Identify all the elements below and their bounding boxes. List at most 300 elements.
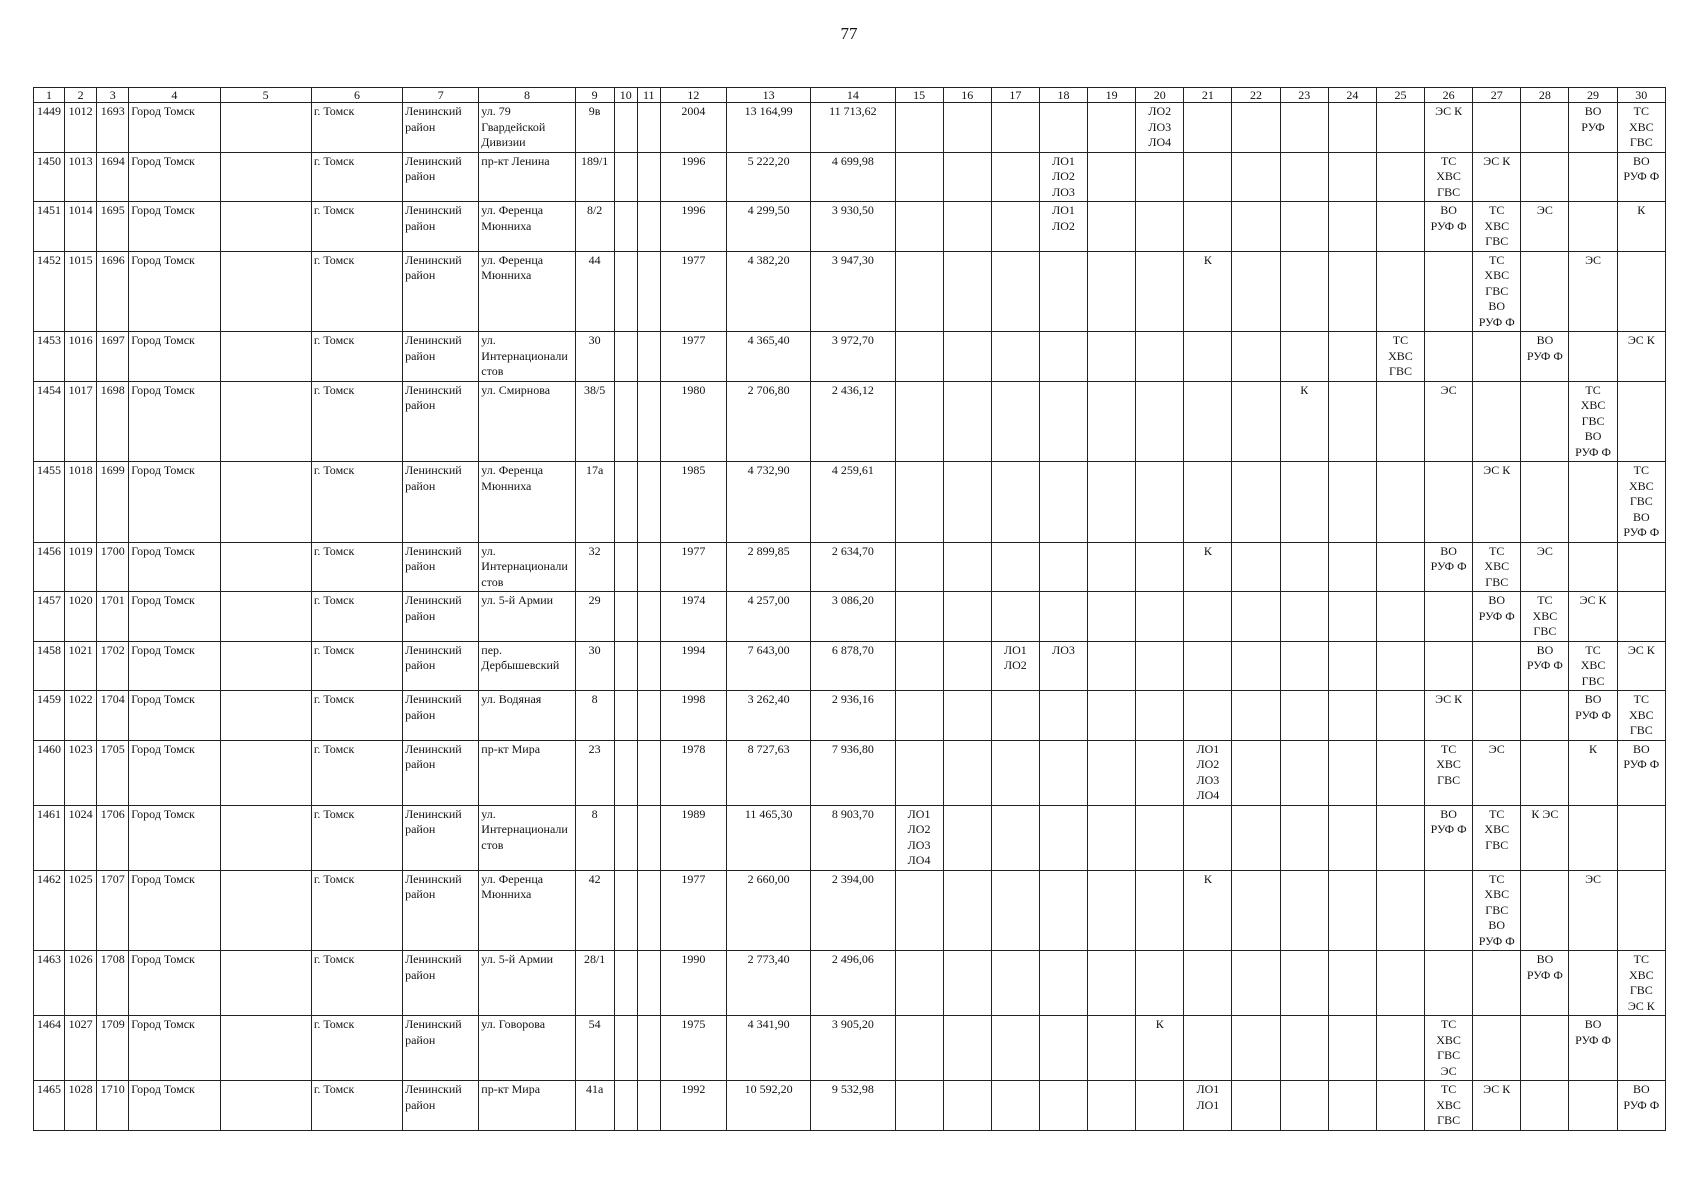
cell-col-11 xyxy=(637,1081,660,1131)
column-header-6: 6 xyxy=(311,88,402,103)
cell-house: 17а xyxy=(575,462,614,543)
cell-work-col-23 xyxy=(1280,805,1328,870)
cell-work-col-23 xyxy=(1280,1016,1328,1081)
cell-work-col-16 xyxy=(943,805,991,870)
cell-street: пр-кт Мира xyxy=(479,740,575,805)
cell-district: Ленинский район xyxy=(403,462,479,543)
cell-work-col-30: ТС ХВС ГВС ЭС К xyxy=(1617,951,1665,1016)
cell-work-col-18 xyxy=(1039,332,1087,382)
cell-work-col-25 xyxy=(1376,641,1424,691)
cell-work-col-16 xyxy=(943,951,991,1016)
cell-work-col-27 xyxy=(1473,691,1521,741)
cell-year: 1977 xyxy=(660,542,726,592)
cell-district: Ленинский район xyxy=(403,951,479,1016)
cell-work-col-25 xyxy=(1376,740,1424,805)
cell-work-col-19 xyxy=(1088,332,1136,382)
cell-n: 1455 xyxy=(34,462,65,543)
cell-area-living: 8 903,70 xyxy=(811,805,895,870)
cell-work-col-24 xyxy=(1328,740,1376,805)
cell-work-col-17 xyxy=(991,1016,1039,1081)
cell-work-col-16 xyxy=(943,592,991,642)
cell-work-col-28: К ЭС xyxy=(1521,805,1569,870)
table-row xyxy=(34,103,1666,153)
cell-n2: 1023 xyxy=(65,740,97,805)
cell-district: Ленинский район xyxy=(403,805,479,870)
cell-work-col-16 xyxy=(943,381,991,462)
cell-area-total: 2 706,80 xyxy=(727,381,811,462)
cell-work-col-27: ВО РУФ Ф xyxy=(1473,592,1521,642)
cell-work-col-19 xyxy=(1088,103,1136,153)
cell-col-10 xyxy=(614,542,637,592)
cell-n2: 1028 xyxy=(65,1081,97,1131)
cell-work-col-25 xyxy=(1376,691,1424,741)
cell-n2: 1014 xyxy=(65,202,97,252)
cell-municipality: Город Томск xyxy=(129,1016,220,1081)
cell-municipality: Город Томск xyxy=(129,592,220,642)
cell-work-col-17 xyxy=(991,1081,1039,1131)
cell-col-11 xyxy=(637,202,660,252)
cell-work-col-28: ЭС xyxy=(1521,542,1569,592)
cell-street: ул. Ференца Мюнниха xyxy=(479,462,575,543)
cell-work-col-28 xyxy=(1521,462,1569,543)
cell-n: 1458 xyxy=(34,641,65,691)
cell-work-col-27: ТС ХВС ГВС ВО РУФ Ф xyxy=(1473,251,1521,332)
cell-work-col-30: К xyxy=(1617,202,1665,252)
cell-col-10 xyxy=(614,1016,637,1081)
cell-work-col-24 xyxy=(1328,641,1376,691)
cell-col-11 xyxy=(637,951,660,1016)
cell-work-col-26 xyxy=(1425,641,1473,691)
cell-col-5 xyxy=(220,251,311,332)
cell-work-col-27 xyxy=(1473,641,1521,691)
column-header-9: 9 xyxy=(575,88,614,103)
cell-municipality: Город Томск xyxy=(129,251,220,332)
cell-area-total: 2 773,40 xyxy=(727,951,811,1016)
cell-n2: 1019 xyxy=(65,542,97,592)
cell-work-col-23 xyxy=(1280,332,1328,382)
cell-work-col-20 xyxy=(1136,332,1184,382)
cell-col-11 xyxy=(637,332,660,382)
cell-street: пр-кт Мира xyxy=(479,1081,575,1131)
cell-municipality: Город Томск xyxy=(129,740,220,805)
cell-work-col-30: ТС ХВС ГВС xyxy=(1617,103,1665,153)
cell-house: 29 xyxy=(575,592,614,642)
cell-work-col-23 xyxy=(1280,691,1328,741)
cell-work-col-29 xyxy=(1569,951,1617,1016)
cell-area-living: 2 634,70 xyxy=(811,542,895,592)
table-row xyxy=(34,870,1666,951)
table-row xyxy=(34,381,1666,462)
cell-work-col-28 xyxy=(1521,740,1569,805)
cell-house: 54 xyxy=(575,1016,614,1081)
cell-work-col-19 xyxy=(1088,805,1136,870)
cell-area-living: 2 496,06 xyxy=(811,951,895,1016)
cell-work-col-16 xyxy=(943,251,991,332)
cell-work-col-15: ЛО1 ЛО2 ЛО3 ЛО4 xyxy=(895,805,943,870)
cell-work-col-23 xyxy=(1280,740,1328,805)
cell-n2: 1018 xyxy=(65,462,97,543)
cell-n: 1457 xyxy=(34,592,65,642)
cell-work-col-23 xyxy=(1280,202,1328,252)
cell-n3: 1701 xyxy=(97,592,129,642)
cell-year: 1978 xyxy=(660,740,726,805)
cell-street: ул. 5-й Армии xyxy=(479,592,575,642)
cell-work-col-15 xyxy=(895,641,943,691)
cell-work-col-19 xyxy=(1088,202,1136,252)
cell-col-11 xyxy=(637,462,660,543)
cell-work-col-28: ВО РУФ Ф xyxy=(1521,332,1569,382)
cell-work-col-15 xyxy=(895,592,943,642)
cell-col-10 xyxy=(614,691,637,741)
column-header-3: 3 xyxy=(97,88,129,103)
cell-street: ул. Ференца Мюнниха xyxy=(479,251,575,332)
cell-work-col-16 xyxy=(943,332,991,382)
cell-work-col-22 xyxy=(1232,103,1280,153)
cell-work-col-17 xyxy=(991,251,1039,332)
cell-work-col-26: ТС ХВС ГВС ЭС xyxy=(1425,1016,1473,1081)
cell-work-col-20 xyxy=(1136,462,1184,543)
cell-work-col-22 xyxy=(1232,641,1280,691)
cell-district: Ленинский район xyxy=(403,542,479,592)
cell-street: ул. 79 Гвардейской Дивизии xyxy=(479,103,575,153)
cell-n: 1463 xyxy=(34,951,65,1016)
cell-col-10 xyxy=(614,740,637,805)
cell-work-col-29: ЭС xyxy=(1569,870,1617,951)
cell-area-total: 8 727,63 xyxy=(727,740,811,805)
cell-work-col-20 xyxy=(1136,251,1184,332)
cell-col-5 xyxy=(220,740,311,805)
cell-work-col-16 xyxy=(943,103,991,153)
cell-work-col-18 xyxy=(1039,462,1087,543)
cell-work-col-26: ЭС К xyxy=(1425,103,1473,153)
cell-house: 44 xyxy=(575,251,614,332)
cell-work-col-22 xyxy=(1232,381,1280,462)
column-header-19: 19 xyxy=(1088,88,1136,103)
cell-work-col-16 xyxy=(943,1016,991,1081)
cell-work-col-22 xyxy=(1232,462,1280,543)
cell-col-11 xyxy=(637,805,660,870)
cell-work-col-19 xyxy=(1088,870,1136,951)
cell-n2: 1025 xyxy=(65,870,97,951)
cell-n: 1460 xyxy=(34,740,65,805)
cell-work-col-16 xyxy=(943,641,991,691)
cell-work-col-19 xyxy=(1088,691,1136,741)
cell-year: 2004 xyxy=(660,103,726,153)
column-header-25: 25 xyxy=(1376,88,1424,103)
cell-work-col-23 xyxy=(1280,951,1328,1016)
cell-n: 1453 xyxy=(34,332,65,382)
cell-work-col-25 xyxy=(1376,951,1424,1016)
cell-municipality: Город Томск xyxy=(129,332,220,382)
cell-n3: 1698 xyxy=(97,381,129,462)
cell-n3: 1702 xyxy=(97,641,129,691)
cell-work-col-24 xyxy=(1328,381,1376,462)
cell-municipality: Город Томск xyxy=(129,691,220,741)
cell-work-col-22 xyxy=(1232,1016,1280,1081)
cell-col-11 xyxy=(637,691,660,741)
cell-work-col-17 xyxy=(991,202,1039,252)
cell-work-col-22 xyxy=(1232,691,1280,741)
cell-work-col-16 xyxy=(943,202,991,252)
cell-work-col-16 xyxy=(943,152,991,202)
cell-work-col-26 xyxy=(1425,951,1473,1016)
cell-work-col-24 xyxy=(1328,592,1376,642)
cell-district: Ленинский район xyxy=(403,1016,479,1081)
table-row xyxy=(34,592,1666,642)
cell-work-col-23 xyxy=(1280,870,1328,951)
cell-work-col-30 xyxy=(1617,1016,1665,1081)
cell-work-col-29: ВО РУФ Ф xyxy=(1569,691,1617,741)
cell-work-col-30 xyxy=(1617,542,1665,592)
cell-work-col-30: ТС ХВС ГВС ВО РУФ Ф xyxy=(1617,462,1665,543)
cell-work-col-23 xyxy=(1280,592,1328,642)
cell-area-living: 2 394,00 xyxy=(811,870,895,951)
cell-work-col-21 xyxy=(1184,1016,1232,1081)
cell-work-col-25 xyxy=(1376,542,1424,592)
cell-work-col-30 xyxy=(1617,805,1665,870)
cell-house: 42 xyxy=(575,870,614,951)
column-header-14: 14 xyxy=(811,88,895,103)
column-header-1: 1 xyxy=(34,88,65,103)
column-number-row xyxy=(34,88,1666,103)
cell-house: 8 xyxy=(575,805,614,870)
cell-n2: 1021 xyxy=(65,641,97,691)
table-body xyxy=(34,103,1666,1131)
cell-year: 1980 xyxy=(660,381,726,462)
cell-area-living: 11 713,62 xyxy=(811,103,895,153)
cell-area-living: 3 086,20 xyxy=(811,592,895,642)
cell-work-col-15 xyxy=(895,1081,943,1131)
housing-register-table xyxy=(33,87,1666,1131)
cell-work-col-27 xyxy=(1473,951,1521,1016)
cell-work-col-18 xyxy=(1039,951,1087,1016)
cell-work-col-23 xyxy=(1280,251,1328,332)
cell-work-col-29: ЭС xyxy=(1569,251,1617,332)
cell-work-col-28 xyxy=(1521,691,1569,741)
cell-work-col-22 xyxy=(1232,542,1280,592)
cell-settlement: г. Томск xyxy=(311,740,402,805)
cell-col-5 xyxy=(220,592,311,642)
cell-district: Ленинский район xyxy=(403,870,479,951)
cell-work-col-19 xyxy=(1088,152,1136,202)
cell-district: Ленинский район xyxy=(403,103,479,153)
cell-area-living: 3 930,50 xyxy=(811,202,895,252)
cell-work-col-23 xyxy=(1280,641,1328,691)
cell-n3: 1694 xyxy=(97,152,129,202)
cell-work-col-18 xyxy=(1039,251,1087,332)
cell-col-11 xyxy=(637,251,660,332)
cell-area-total: 4 732,90 xyxy=(727,462,811,543)
cell-col-11 xyxy=(637,152,660,202)
cell-area-living: 4 259,61 xyxy=(811,462,895,543)
cell-n: 1464 xyxy=(34,1016,65,1081)
cell-work-col-15 xyxy=(895,332,943,382)
cell-settlement: г. Томск xyxy=(311,103,402,153)
column-header-24: 24 xyxy=(1328,88,1376,103)
cell-work-col-15 xyxy=(895,870,943,951)
table-row xyxy=(34,691,1666,741)
cell-work-col-20 xyxy=(1136,641,1184,691)
cell-work-col-30: ВО РУФ Ф xyxy=(1617,740,1665,805)
cell-work-col-26 xyxy=(1425,592,1473,642)
cell-work-col-15 xyxy=(895,1016,943,1081)
cell-work-col-20 xyxy=(1136,1081,1184,1131)
cell-work-col-30: ЭС К xyxy=(1617,641,1665,691)
cell-col-10 xyxy=(614,152,637,202)
cell-work-col-28 xyxy=(1521,152,1569,202)
cell-work-col-30: ТС ХВС ГВС xyxy=(1617,691,1665,741)
cell-area-living: 7 936,80 xyxy=(811,740,895,805)
cell-house: 30 xyxy=(575,641,614,691)
cell-work-col-24 xyxy=(1328,951,1376,1016)
cell-settlement: г. Томск xyxy=(311,951,402,1016)
cell-work-col-28: ВО РУФ Ф xyxy=(1521,951,1569,1016)
cell-work-col-29 xyxy=(1569,152,1617,202)
cell-work-col-21 xyxy=(1184,152,1232,202)
cell-work-col-19 xyxy=(1088,1016,1136,1081)
cell-work-col-27 xyxy=(1473,1016,1521,1081)
cell-col-10 xyxy=(614,202,637,252)
cell-work-col-27: ЭС К xyxy=(1473,152,1521,202)
column-header-17: 17 xyxy=(991,88,1039,103)
cell-work-col-26 xyxy=(1425,870,1473,951)
cell-work-col-21 xyxy=(1184,691,1232,741)
cell-work-col-26: ЭС К xyxy=(1425,691,1473,741)
cell-work-col-23 xyxy=(1280,103,1328,153)
cell-street: ул. Ференца Мюнниха xyxy=(479,870,575,951)
column-header-22: 22 xyxy=(1232,88,1280,103)
column-header-15: 15 xyxy=(895,88,943,103)
cell-work-col-28: ВО РУФ Ф xyxy=(1521,641,1569,691)
table-row xyxy=(34,251,1666,332)
cell-area-total: 13 164,99 xyxy=(727,103,811,153)
cell-n: 1459 xyxy=(34,691,65,741)
cell-work-col-24 xyxy=(1328,1016,1376,1081)
cell-work-col-26 xyxy=(1425,462,1473,543)
cell-year: 1994 xyxy=(660,641,726,691)
cell-work-col-27 xyxy=(1473,332,1521,382)
cell-area-total: 2 660,00 xyxy=(727,870,811,951)
cell-work-col-20 xyxy=(1136,805,1184,870)
cell-work-col-25 xyxy=(1376,592,1424,642)
cell-district: Ленинский район xyxy=(403,332,479,382)
cell-municipality: Город Томск xyxy=(129,641,220,691)
column-header-26: 26 xyxy=(1425,88,1473,103)
cell-col-5 xyxy=(220,462,311,543)
cell-col-5 xyxy=(220,542,311,592)
cell-work-col-25 xyxy=(1376,202,1424,252)
cell-col-11 xyxy=(637,592,660,642)
cell-work-col-29 xyxy=(1569,462,1617,543)
table-row xyxy=(34,152,1666,202)
cell-settlement: г. Томск xyxy=(311,1081,402,1131)
cell-work-col-19 xyxy=(1088,641,1136,691)
cell-work-col-25 xyxy=(1376,103,1424,153)
cell-n: 1450 xyxy=(34,152,65,202)
cell-work-col-30: ЭС К xyxy=(1617,332,1665,382)
cell-work-col-19 xyxy=(1088,251,1136,332)
cell-col-10 xyxy=(614,381,637,462)
cell-work-col-30 xyxy=(1617,381,1665,462)
cell-work-col-24 xyxy=(1328,805,1376,870)
cell-work-col-17 xyxy=(991,691,1039,741)
cell-work-col-15 xyxy=(895,951,943,1016)
table-row xyxy=(34,332,1666,382)
cell-n3: 1704 xyxy=(97,691,129,741)
cell-work-col-27: ЭС xyxy=(1473,740,1521,805)
cell-col-10 xyxy=(614,805,637,870)
cell-work-col-26: ТС ХВС ГВС xyxy=(1425,152,1473,202)
cell-area-total: 10 592,20 xyxy=(727,1081,811,1131)
cell-col-10 xyxy=(614,1081,637,1131)
cell-area-total: 4 299,50 xyxy=(727,202,811,252)
cell-work-col-17 xyxy=(991,592,1039,642)
cell-col-5 xyxy=(220,641,311,691)
column-header-23: 23 xyxy=(1280,88,1328,103)
cell-col-11 xyxy=(637,870,660,951)
cell-work-col-15 xyxy=(895,542,943,592)
cell-work-col-15 xyxy=(895,103,943,153)
cell-work-col-28 xyxy=(1521,1016,1569,1081)
cell-year: 1977 xyxy=(660,251,726,332)
cell-work-col-22 xyxy=(1232,951,1280,1016)
cell-work-col-26: ЭС xyxy=(1425,381,1473,462)
column-header-28: 28 xyxy=(1521,88,1569,103)
cell-work-col-30 xyxy=(1617,870,1665,951)
cell-col-10 xyxy=(614,951,637,1016)
cell-work-col-24 xyxy=(1328,202,1376,252)
cell-work-col-26: ТС ХВС ГВС xyxy=(1425,740,1473,805)
cell-work-col-29 xyxy=(1569,1081,1617,1131)
cell-work-col-30 xyxy=(1617,251,1665,332)
cell-work-col-25 xyxy=(1376,1081,1424,1131)
cell-work-col-15 xyxy=(895,691,943,741)
cell-n3: 1700 xyxy=(97,542,129,592)
cell-col-5 xyxy=(220,152,311,202)
cell-work-col-27: ТС ХВС ГВС xyxy=(1473,805,1521,870)
cell-work-col-30: ВО РУФ Ф xyxy=(1617,1081,1665,1131)
cell-work-col-24 xyxy=(1328,870,1376,951)
cell-settlement: г. Томск xyxy=(311,592,402,642)
cell-n: 1462 xyxy=(34,870,65,951)
column-header-13: 13 xyxy=(727,88,811,103)
page-number: 77 xyxy=(840,24,858,43)
cell-work-col-29: К xyxy=(1569,740,1617,805)
cell-street: пер. Дербышевский xyxy=(479,641,575,691)
cell-work-col-26: ВО РУФ Ф xyxy=(1425,542,1473,592)
cell-work-col-19 xyxy=(1088,1081,1136,1131)
cell-col-5 xyxy=(220,381,311,462)
cell-n2: 1012 xyxy=(65,103,97,153)
cell-work-col-25 xyxy=(1376,251,1424,332)
cell-col-5 xyxy=(220,1016,311,1081)
cell-settlement: г. Томск xyxy=(311,251,402,332)
cell-settlement: г. Томск xyxy=(311,332,402,382)
cell-work-col-18 xyxy=(1039,542,1087,592)
cell-year: 1975 xyxy=(660,1016,726,1081)
cell-work-col-19 xyxy=(1088,542,1136,592)
cell-house: 28/1 xyxy=(575,951,614,1016)
cell-work-col-18 xyxy=(1039,1016,1087,1081)
cell-col-5 xyxy=(220,332,311,382)
cell-municipality: Город Томск xyxy=(129,462,220,543)
cell-n3: 1697 xyxy=(97,332,129,382)
cell-col-5 xyxy=(220,103,311,153)
cell-work-col-25 xyxy=(1376,152,1424,202)
cell-work-col-22 xyxy=(1232,332,1280,382)
cell-n2: 1020 xyxy=(65,592,97,642)
cell-area-total: 4 257,00 xyxy=(727,592,811,642)
